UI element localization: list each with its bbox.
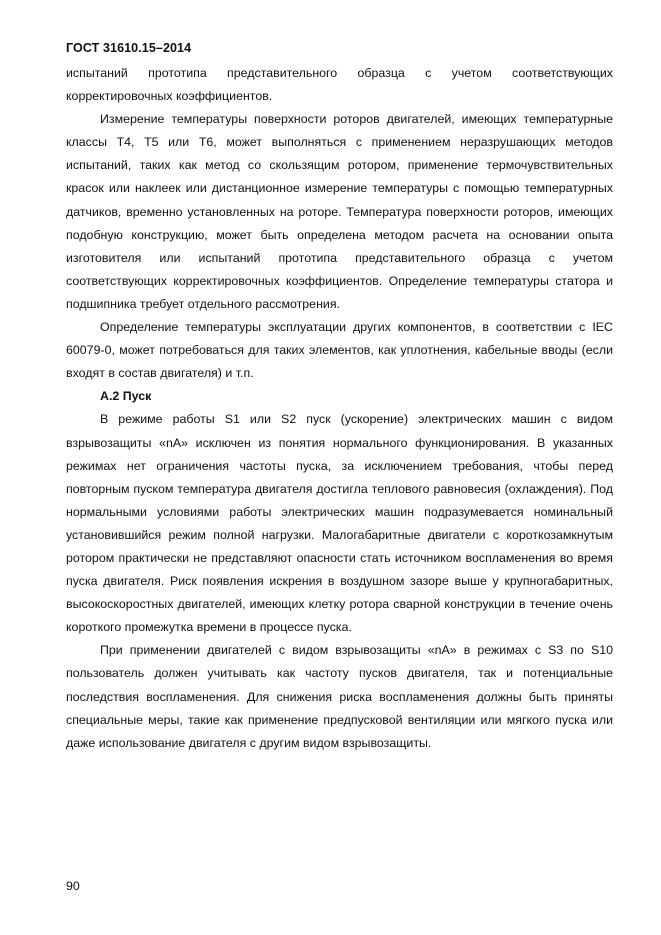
section-heading: А.2 Пуск (100, 389, 152, 404)
document-body (66, 62, 613, 755)
document-code-header: ГОСТ 31610.15–2014 (66, 41, 192, 55)
paragraph-other-components: Определение температуры эксплуатации других компонентов, в соответствии с IEC 60079-0, может потребоваться для таких элементов, как уплотнения, кабельные вводы (если входят в состав двигателя) и т.п. (66, 320, 613, 381)
paragraph-continued: испытаний прототипа представительного образца с учетом соответствующих корректировочных коэффициентов. (66, 66, 613, 104)
page-number: 90 (66, 879, 80, 893)
paragraph-user-considerations: При применении двигателей с видом взрывозащиты «nA» в режимах с S3 по S10 пользователь должен учитывать как частоту пусков двигателя, так и потенциальные последствия воспламенения. Для снижения риска воспламенения должны быть приняты специальные меры, такие как применение предпусковой вентиляции или мягкого пуска или даже использование двигателя с другим видом взрывозащиты. (66, 643, 613, 750)
paragraph-start-modes: В режиме работы S1 или S2 пуск (ускорение) электрических машин с видом взрывозащиты «nA» исключен из понятия нормального функционирования. В указанных режимах нет ограничения частоты пуска, за исключением требования, чтобы перед повторным пуском температура двигателя достигла теплового равновесия (охлаждения). Под нормальными условиями работы электрических машин подразумевается номинальный установившийся режим полной нагрузки. Малогабаритные двигатели с короткозамкнутым ротором практически не представляют опасности стать источником воспламенения во время пуска двигателя. Риск появления искрения в воздушном зазоре выше у крупногабаритных, высокоскоростных двигателей, имеющих клетку ротора сварной конструкции в течение очень короткого промежутка времени в процессе пуска. (66, 412, 613, 635)
paragraph-rotor-temperature: Измерение температуры поверхности роторов двигателей, имеющих температурные классы Т4, Т5 или Т6, может выполняться с применением неразрушающих методов испытаний, таких как метод со скользящим ротором, применение термочувствительных красок или наклеек или дистанционное измерение температуры с помощью температурных датчиков, временно установленных на роторе. Температура поверхности роторов, имеющих подобную конструкцию, может быть определена методом расчета на основании опыта изготовителя или испытаний прототипа представительного образца с учетом соответствующих корректировочных коэффициентов. Определение температуры статора и подшипника требует отдельного рассмотрения. (66, 112, 613, 311)
